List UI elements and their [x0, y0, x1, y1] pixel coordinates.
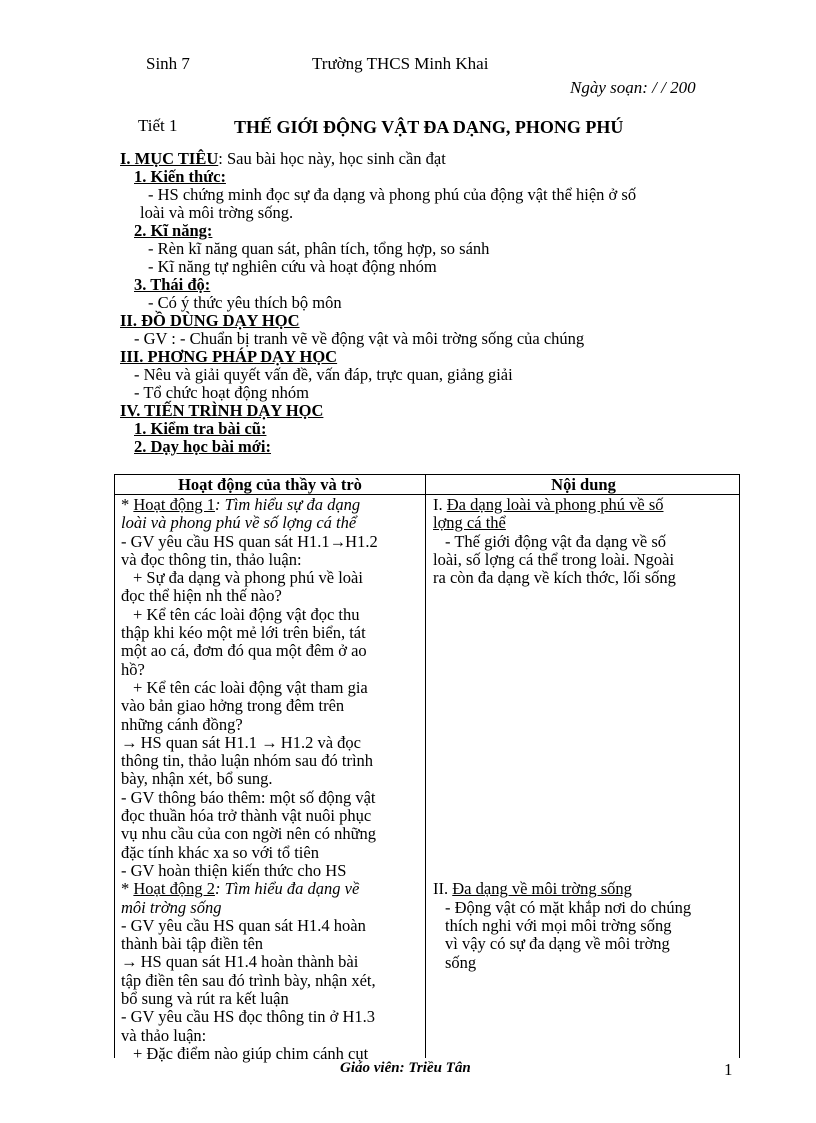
table-row: I. Đa dạng loài và phong phú về số: [433, 495, 664, 514]
teacher-footer: Giáo viên: Triều Tân: [340, 1060, 471, 1076]
section-methods: III. PHƠNG PHÁP DẠY HỌC: [120, 347, 338, 366]
school-name: Trường THCS Minh Khai: [312, 54, 489, 73]
table-row: và đọc thông tin, thảo luận:: [121, 549, 302, 569]
table-row: bổ sung và rút ra kết luận: [121, 989, 289, 1009]
subsection-skills: 2. Kĩ năng:: [134, 221, 213, 240]
date-label: Ngày soạn: / / 200: [570, 78, 696, 97]
lesson-number: Tiết 1: [138, 116, 178, 135]
knowledge-line-2: loài và môi trờng sống.: [140, 203, 294, 222]
subsection-attitude: 3. Thái độ:: [134, 275, 211, 294]
table-header-content: Nội dung: [551, 475, 616, 494]
table-divider-vertical: [425, 475, 426, 1058]
section-procedure: IV. TIẾN TRÌNH DẠY HỌC: [120, 401, 324, 420]
arrow-icon: →: [329, 531, 346, 551]
table-row: - GV hoàn thiện kiến thức cho HS: [121, 860, 347, 880]
table-row: * Hoạt động 1: Tìm hiểu sự đa dạng: [121, 495, 361, 514]
table-row: loài và phong phú về số lợng cá thể: [121, 513, 357, 533]
table-row: - GV yêu cầu HS đọc thông tin ở H1.3: [121, 1007, 376, 1027]
table-row: lợng cá thể: [433, 513, 506, 533]
table-header-activities: Hoạt động của thầy và trò: [178, 475, 362, 494]
skills-line-1: - Rèn kĩ năng quan sát, phân tích, tổng hợp, so sánh: [148, 239, 490, 258]
table-row: * Hoạt động 2: Tìm hiểu đa dạng về: [121, 879, 360, 899]
page-number: 1: [724, 1060, 733, 1079]
subsection-new-lesson: 2. Dạy học bài mới:: [134, 437, 272, 456]
table-row: thích nghi với mọi môi trờng sống: [445, 916, 672, 936]
table-row: → HS quan sát H1.1 → H1.2 và đọc: [121, 732, 361, 752]
table-row: môi trờng sống: [121, 897, 222, 917]
methods-line-1: - Nêu và giải quyết vấn đề, vấn đáp, trực quan, giảng giải: [134, 365, 513, 384]
table-row: một ao cá, đơm đó qua một đêm ở ao: [121, 641, 367, 661]
table-row: đọc thể hiện nh thế nào?: [121, 586, 282, 606]
table-row: + Kể tên các loài động vật đọc thu: [133, 604, 360, 624]
table-row: vụ nhu cầu của con ngời nên có những: [121, 824, 377, 844]
table-row: đặc tính khác xa so với tổ tiên: [121, 842, 319, 862]
materials-line-1: - GV : - Chuẩn bị tranh vẽ về động vật và môi trờng sống của chúng: [134, 329, 585, 348]
skills-line-2: - Kĩ năng tự nghiên cứu và hoạt động nhóm: [148, 257, 437, 276]
content-column: [433, 496, 733, 972]
table-row: vì vậy có sự đa dạng về môi trờng: [445, 934, 670, 954]
table-row: và thảo luận:: [121, 1025, 207, 1045]
table-row: thông tin, thảo luận nhóm sau đó trình: [121, 751, 374, 771]
methods-line-2: - Tổ chức hoạt động nhóm: [134, 383, 309, 402]
table-row: ra còn đa dạng về kích thớc, lối sống: [433, 568, 676, 588]
table-row: - Thế giới động vật đa dạng về số: [445, 531, 667, 551]
table-row: hồ?: [121, 659, 145, 679]
arrow-icon: →: [261, 732, 277, 752]
table-row: → HS quan sát H1.4 hoàn thành bài: [121, 952, 359, 972]
lesson-table: [114, 474, 740, 1063]
table-row: - GV yêu cầu HS quan sát H1.4 hoàn: [121, 915, 366, 935]
table-row: thập khi kéo một mẻ lới trên biển, tát: [121, 623, 366, 643]
lesson-outline: [120, 150, 636, 456]
table-row: vào bản giao hởng trong đêm trên: [121, 696, 345, 716]
table-row: những cánh đồng?: [121, 714, 243, 734]
table-row: - Động vật có mặt khắp nơi do chúng: [445, 897, 692, 917]
section-objectives: I. MỤC TIÊU: Sau bài học này, học sinh cần đạt: [120, 149, 446, 168]
knowledge-line-1: - HS chứng minh đọc sự đa dạng và phong phú của động vật thể hiện ở số: [148, 185, 637, 204]
table-row: tập điền tên sau đó trình bày, nhận xét,: [121, 970, 376, 990]
table-row: + Đặc điểm nào giúp chim cánh cụt: [133, 1043, 369, 1063]
subsection-review: 1. Kiểm tra bài cũ:: [134, 419, 267, 438]
table-row: thành bài tập điền tên: [121, 934, 264, 954]
table-row: đọc thuần hóa trở thành vật nuôi phục: [121, 806, 372, 826]
page-title: THẾ GIỚI ĐỘNG VẬT ĐA DẠNG, PHONG PHÚ: [234, 117, 624, 137]
table-row: - GV thông báo thêm: một số động vật: [121, 787, 376, 807]
table-row: + Sự đa dạng và phong phú về loài: [133, 568, 363, 588]
activities-column: [121, 496, 421, 1063]
subject-label: Sinh 7: [146, 54, 190, 73]
table-row: bày, nhận xét, bổ sung.: [121, 769, 273, 789]
table-row: II. Đa dạng về môi trờng sống: [433, 879, 632, 899]
table-row: + Kể tên các loài động vật tham gia: [133, 677, 368, 697]
table-row: loài, số lợng cá thể trong loài. Ngoài: [433, 549, 675, 569]
table-row: sống: [445, 952, 477, 972]
table-spacer: [433, 587, 733, 880]
table-row: - GV yêu cầu HS quan sát H1.1→H1.2: [121, 531, 378, 551]
attitude-line-1: - Có ý thức yêu thích bộ môn: [148, 293, 342, 312]
section-materials: II. ĐỒ DÙNG DẠY HỌC: [120, 311, 300, 330]
arrow-icon: →: [121, 952, 137, 972]
subsection-knowledge: 1. Kiến thức:: [134, 167, 226, 186]
arrow-icon: →: [121, 732, 137, 752]
